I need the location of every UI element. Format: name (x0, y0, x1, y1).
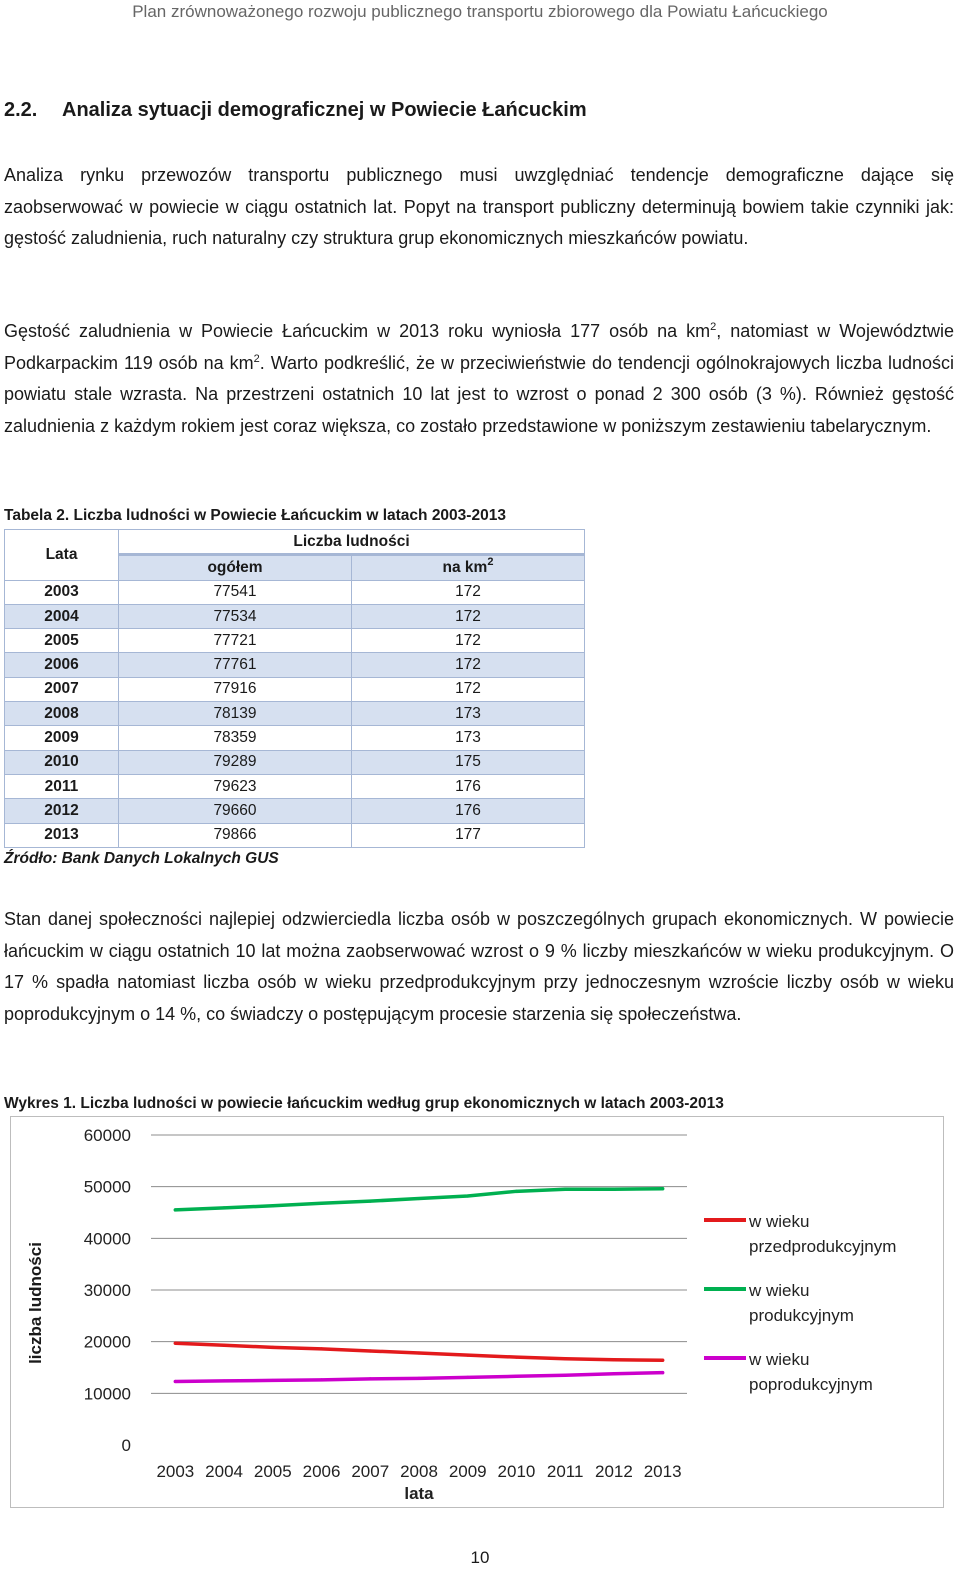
table-row (5, 823, 585, 847)
table-row (5, 604, 585, 628)
superscript: 2 (487, 555, 494, 568)
x-tick-label: 2005 (253, 1462, 292, 1481)
table-row (5, 774, 585, 798)
legend-label: w wieku przedprodukcyjnym (749, 1212, 897, 1256)
table-row (5, 629, 585, 653)
x-tick-label: 2008 (400, 1462, 438, 1481)
column-header-density (352, 555, 585, 580)
table-cell-year: 2008 (5, 702, 119, 726)
y-tick-label: 30000 (83, 1281, 131, 1300)
data-point (564, 1188, 567, 1191)
table-cell-year: 2010 (5, 750, 119, 774)
data-point (612, 1358, 615, 1361)
table-cell-density: 176 (352, 774, 585, 798)
x-tick-label: 2010 (497, 1462, 536, 1481)
data-point (612, 1188, 615, 1191)
paragraph-2-part1: Gęstość zaludnienia w Powiecie Łańcuckim w 2013 roku wyniosła 177 osób na km (4, 321, 711, 341)
data-point (320, 1378, 323, 1381)
table-cell-year: 2003 (5, 580, 119, 604)
table-row (5, 726, 585, 750)
data-point (661, 1371, 664, 1374)
x-tick-label: 2009 (448, 1462, 487, 1481)
x-tick-label: 2013 (643, 1462, 682, 1481)
table-cell-year: 2013 (5, 823, 119, 847)
table-cell-total: 77721 (119, 629, 352, 653)
chart-caption: Wykres 1. Liczba ludności w powiecie łańcuckim według grup ekonomicznych w latach 2003-2013 (4, 1095, 724, 1112)
table-cell-total: 79660 (119, 799, 352, 823)
table-cell-year: 2011 (5, 774, 119, 798)
data-point (222, 1379, 225, 1382)
table-row (5, 653, 585, 677)
table-row (5, 580, 585, 604)
y-tick-label: 50000 (83, 1177, 131, 1197)
table-cell-year: 2004 (5, 604, 119, 628)
table-body (5, 580, 585, 847)
chart-svg (11, 1117, 943, 1507)
x-tick-label: 2003 (156, 1462, 195, 1481)
column-header-total: ogółem (119, 555, 352, 580)
table-cell-total: 77534 (119, 604, 352, 628)
table-cell-total: 78139 (119, 702, 352, 726)
table-cell-density: 173 (352, 702, 585, 726)
table-row (5, 750, 585, 774)
data-point (417, 1377, 420, 1380)
table-cell-density: 173 (352, 726, 585, 750)
data-point (222, 1206, 225, 1209)
table-cell-total: 79623 (119, 774, 352, 798)
data-point (369, 1349, 372, 1352)
y-tick-label: 0 (121, 1436, 131, 1455)
data-point (515, 1375, 518, 1378)
data-point (369, 1377, 372, 1380)
data-point (466, 1194, 469, 1197)
column-header-year: Lata (5, 530, 119, 581)
table-cell-density: 175 (352, 750, 585, 774)
data-point (466, 1376, 469, 1379)
x-axis-label: lata (404, 1484, 434, 1503)
table-cell-year: 2006 (5, 653, 119, 677)
legend-label: w wieku produkcyjnym (749, 1281, 854, 1325)
x-tick-label: 2007 (351, 1462, 390, 1481)
paragraph-1: Analiza rynku przewozów transportu publicznego musi uwzględniać tendencje demograficzne dające się zaobserwować w powiecie w ciągu ostatnich lat. Popyt na transport publiczny determinują bowiem takie czynniki jak: gęstość zaludnienia, ruch naturalny czy struktura grup ekonomicznych mieszkańców powiatu. (4, 165, 954, 248)
table-cell-year: 2005 (5, 629, 119, 653)
data-point (515, 1356, 518, 1359)
paragraph-2-part3: . Warto podkreślić, że w przeciwieństwie do tendencji ogólnokrajowych liczba ludności powiatu stale wzrasta. Na przestrzeni ostatnich 10 lat jest to wzrost o ponad 2 300 osób (3 %). Również gęstość zaludnienia z każdym rokiem jest coraz większa, co zostało przedstawione w poniższym zestawieniu tabelarycznym. (4, 352, 955, 436)
data-point (369, 1200, 372, 1203)
table-caption: Tabela 2. Liczba ludności w Powiecie Łańcuckim w latach 2003-2013 (4, 507, 506, 524)
y-axis-label: liczba ludności (26, 1241, 45, 1364)
table-cell-density: 172 (352, 604, 585, 628)
table-cell-total: 77541 (119, 580, 352, 604)
population-table (4, 529, 585, 848)
table-cell-year: 2007 (5, 677, 119, 701)
column-header-population: Liczba ludności (119, 530, 585, 555)
superscript: 2 (710, 321, 717, 333)
data-point (417, 1197, 420, 1200)
data-point (661, 1359, 664, 1362)
table-cell-total: 78359 (119, 726, 352, 750)
y-tick-label: 40000 (83, 1229, 131, 1249)
page-number: 10 (470, 1548, 490, 1567)
data-point (612, 1372, 615, 1375)
data-point (417, 1351, 420, 1354)
table-row (5, 702, 585, 726)
data-point (174, 1380, 177, 1383)
table-row (5, 799, 585, 823)
table-cell-year: 2009 (5, 726, 119, 750)
data-point (222, 1344, 225, 1347)
section-number: 2.2. (4, 99, 38, 121)
data-point (271, 1204, 274, 1207)
table-cell-density: 172 (352, 580, 585, 604)
paragraph-2-part2: , natomiast w Województwie Podkarpackim 119 osób na km (4, 321, 954, 373)
table-cell-density: 177 (352, 823, 585, 847)
x-tick-label: 2006 (302, 1462, 341, 1481)
superscript: 2 (253, 352, 260, 365)
density-label: na km (442, 558, 488, 576)
y-tick-label: 10000 (83, 1384, 131, 1404)
section-title-text: Analiza sytuacji demograficznej w Powiecie Łańcuckim (62, 99, 587, 121)
table-row (5, 677, 585, 701)
table-cell-density: 172 (352, 653, 585, 677)
table-cell-density: 172 (352, 677, 585, 701)
data-point (466, 1354, 469, 1357)
data-point (661, 1187, 664, 1190)
data-point (320, 1347, 323, 1350)
table-cell-total: 79866 (119, 823, 352, 847)
paragraph-3: Stan danej społeczności najlepiej odzwierciedla liczba osób w poszczególnych grupach ekonomicznych. W powiecie łańcuckim w ciągu ostatnich 10 lat można zaobserwować wzrost o 9 % liczby mieszkańców w wieku produkcyjnym. O 17 % spadła natomiast liczba osób w wieku przedprodukcyjnym przy jednoczesnym wzroście liczby osób w wieku poprodukcyjnym o 14 %, co świadczy o postępującym procesie starzenia się społeczeństwa. (4, 909, 954, 1024)
y-axis-label-box (24, 1240, 48, 1365)
data-point (174, 1342, 177, 1345)
table-cell-total: 77761 (119, 653, 352, 677)
data-point (564, 1374, 567, 1377)
table-cell-total: 79289 (119, 750, 352, 774)
section-title (4, 99, 587, 122)
x-tick-label: 2011 (546, 1462, 584, 1481)
data-point (271, 1379, 274, 1382)
y-tick-label: 60000 (83, 1126, 131, 1145)
data-point (271, 1346, 274, 1349)
table-cell-year: 2012 (5, 799, 119, 823)
data-point (320, 1202, 323, 1205)
table-cell-total: 77916 (119, 677, 352, 701)
data-point (174, 1208, 177, 1211)
x-tick-label: 2012 (594, 1462, 633, 1481)
page-header: Plan zrównoważonego rozwoju publicznego transportu zbiorowego dla Powiatu Łańcuckiego (132, 2, 828, 21)
data-point (515, 1190, 518, 1193)
legend-label: w wieku poprodukcyjnym (749, 1350, 873, 1394)
table-cell-density: 176 (352, 799, 585, 823)
table-source: Źródło: Bank Danych Lokalnych GUS (4, 850, 279, 867)
y-tick-label: 20000 (83, 1332, 131, 1352)
paragraph-2 (4, 316, 954, 442)
data-point (564, 1357, 567, 1360)
table-cell-density: 172 (352, 629, 585, 653)
line-chart (10, 1116, 944, 1508)
x-tick-label: 2004 (205, 1462, 244, 1481)
